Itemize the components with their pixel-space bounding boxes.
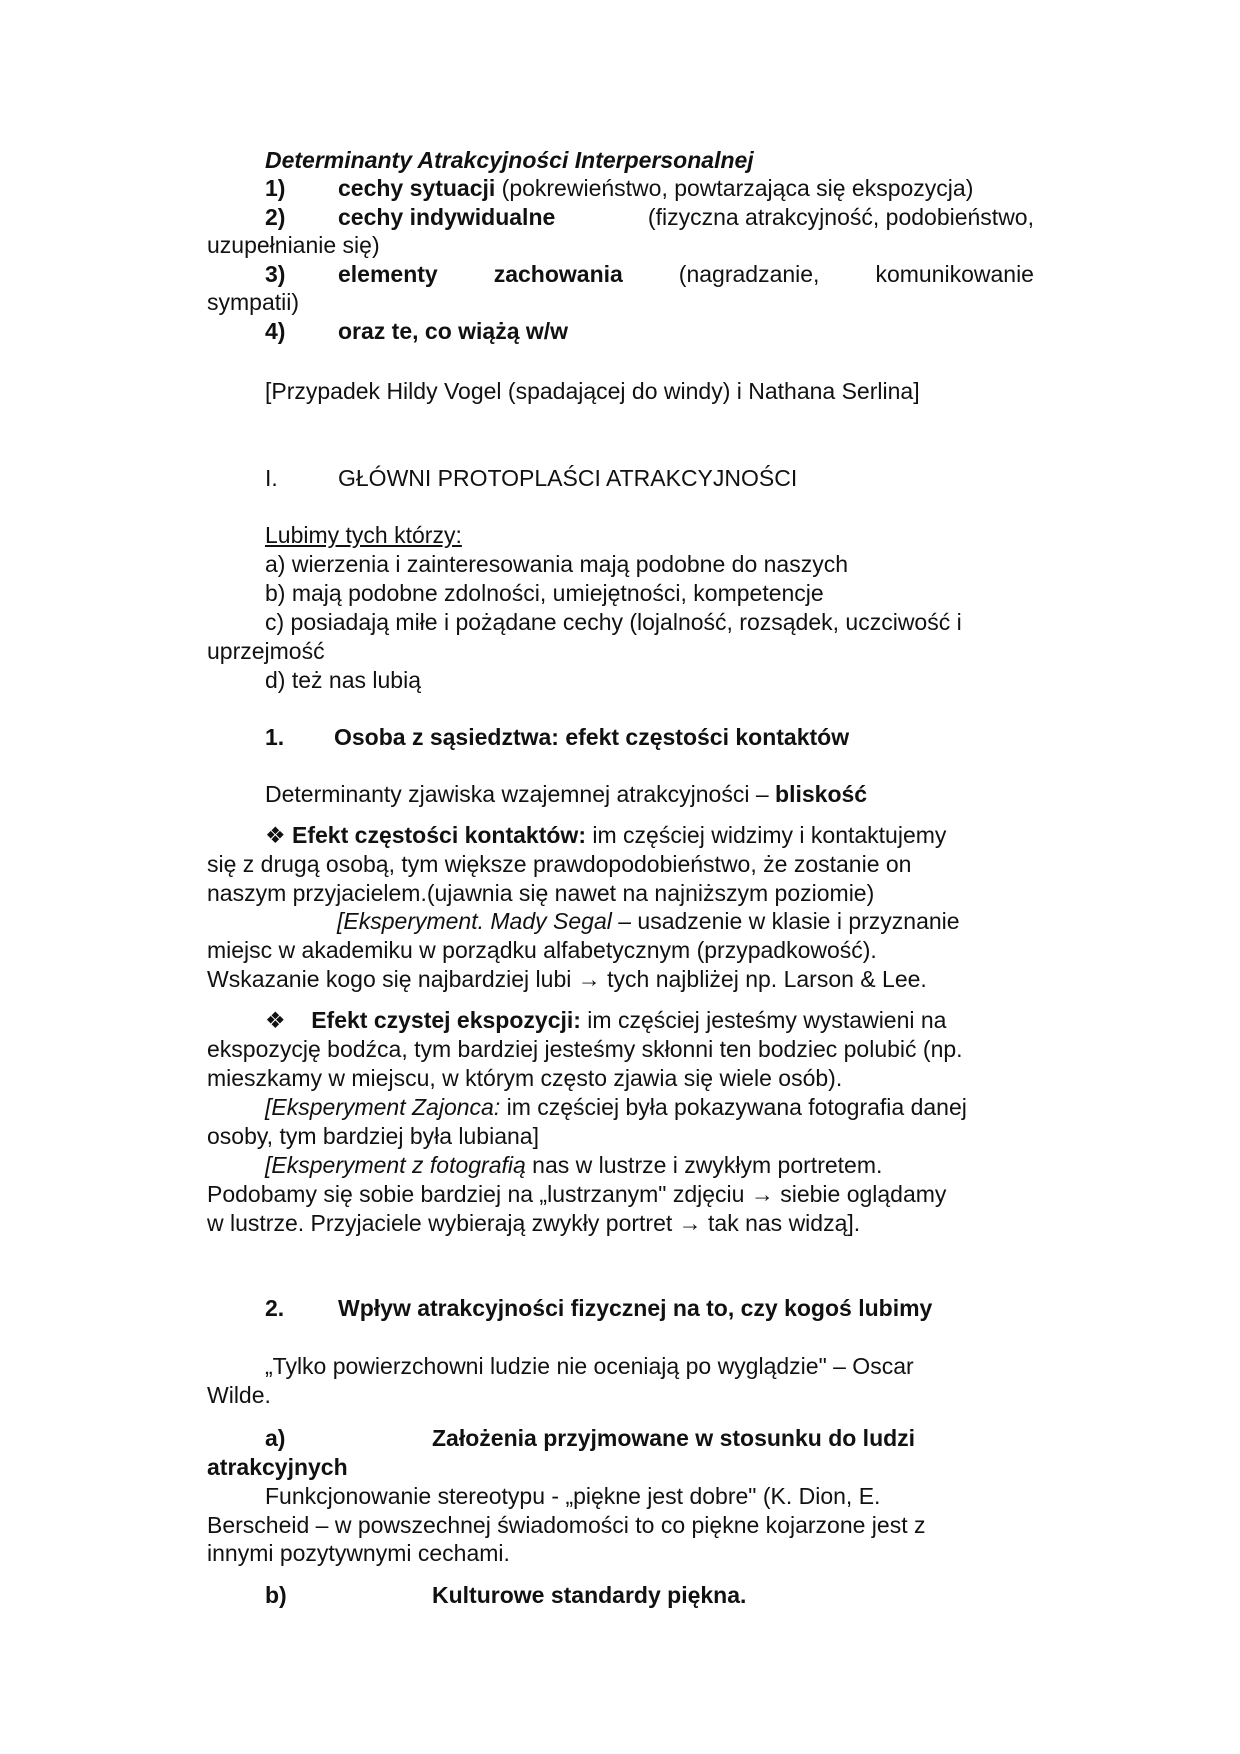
photo-experiment-label: [Eksperyment z fotografią (265, 1152, 526, 1178)
effect-1-first-line (265, 821, 946, 849)
point-a-title: Założenia przyjmowane w stosunku do ludzi (432, 1425, 916, 1451)
effect-2-line8a: w lustrze. Przyjaciele wybierają zwykły portret (207, 1210, 679, 1236)
zajonc-experiment-text: im częściej była pokazywana fotografia danej (500, 1094, 967, 1120)
effect-2-line3: mieszkamy w miejscu, w którym często zjawia się wiele osób). (207, 1065, 843, 1091)
effect-1-line2-wrap (207, 850, 1034, 878)
quote-line1: „Tylko powierzchowni ludzie nie oceniają po wyglądzie" – Oscar (265, 1353, 914, 1379)
section-1-number: I. (265, 465, 278, 491)
arrow-right-icon: → (750, 1181, 774, 1207)
arrow-right-icon: → (577, 966, 601, 992)
effect-2-line5: osoby, tym bardziej była lubiana] (207, 1123, 539, 1149)
effect-2-line7b: siebie oglądamy (773, 1181, 947, 1207)
section-1-title: GŁÓWNI PROTOPLAŚCI ATRAKCYJNOŚCI (338, 465, 798, 491)
stereotype-line2: Berscheid – w powszechnej świadomości to co piękne kojarzone jest z (207, 1512, 926, 1538)
like-item-d: d) też nas lubią (265, 667, 421, 693)
effect-1-line6 (207, 965, 927, 993)
intro-item-3-t1: (nagradzanie, (678, 261, 820, 287)
effect-1-experiment (337, 907, 960, 935)
case-note: [Przypadek Hildy Vogel (spadającej do windy) i Nathana Serlina] (265, 378, 920, 404)
effect-2-label: Efekt czystej ekspozycji: (311, 1007, 581, 1033)
point-b-letter: b) (265, 1582, 287, 1608)
point-a-title-cont: atrakcyjnych (207, 1454, 348, 1480)
quote-line2: Wilde. (207, 1382, 271, 1408)
intro-num-4: 4) (265, 318, 286, 344)
effect-2-line8 (207, 1209, 860, 1237)
stereotype-line1: Funkcjonowanie stereotypu - „piękne jest dobre" (K. Dion, E. (265, 1483, 881, 1509)
intro-item-2 (338, 203, 1034, 231)
effect-2-line7a: Podobamy się sobie bardziej na „lustrzanym" zdjęciu (207, 1181, 751, 1207)
intro-item-1 (338, 174, 973, 202)
intro-item-3-cont: sympatii) (207, 289, 300, 315)
effect-2-line1: im częściej jesteśmy wystawieni na (580, 1007, 947, 1033)
stereotype-line3: innymi pozytywnymi cechami. (207, 1540, 510, 1566)
document-title: Determinanty Atrakcyjności Interpersonalnej (265, 147, 754, 173)
like-header: Lubimy tych którzy: (265, 522, 462, 548)
proximity-text: Determinanty zjawiska wzajemnej atrakcyjności – (265, 781, 776, 807)
photo-experiment-text: nas w lustrze i zwykłym portretem. (525, 1152, 883, 1178)
intro-item-2-cont: uzupełnianie się) (207, 232, 380, 258)
segal-experiment-label: [Eksperyment. Mady Segal (337, 908, 612, 934)
subsection-1-number: 1. (265, 724, 285, 750)
diamond-bullet-icon: ❖ (265, 1007, 286, 1033)
subsection-2-title: Wpływ atrakcyjności fizycznej na to, czy kogoś lubimy (338, 1295, 933, 1321)
zajonc-experiment-label: [Eksperyment Zajonca: (265, 1094, 501, 1120)
effect-1-line2: się z drugą osobą, tym większe prawdopodobieństwo, że zostanie on (207, 851, 912, 877)
proximity-bold: bliskość (775, 781, 868, 807)
intro-item-3-bold2: zachowania (493, 261, 623, 287)
intro-num-2: 2) (265, 204, 286, 230)
effect-2-first-line (265, 1006, 946, 1034)
intro-num-3: 3) (265, 261, 286, 287)
point-a-letter: a) (265, 1425, 286, 1451)
like-item-a: a) wierzenia i zainteresowania mają podobne do naszych (265, 551, 849, 577)
intro-num-1: 1) (265, 175, 286, 201)
effect-2-zajonc (265, 1093, 967, 1121)
like-item-c-cont: uprzejmość (207, 638, 325, 664)
like-item-b: b) mają podobne zdolności, umiejętności, kompetencje (265, 580, 824, 606)
intro-item-1-text: (pokrewieństwo, powtarzająca się ekspozycja) (495, 175, 974, 201)
effect-1-line3: naszym przyjacielem.(ujawnia się nawet na najniższym poziomie) (207, 880, 875, 906)
effect-1-line1: im częściej widzimy i kontaktujemy (585, 822, 947, 848)
like-item-c (265, 608, 1034, 636)
intro-item-3-t2: komunikowanie (875, 261, 1034, 287)
arrow-right-icon: → (678, 1210, 702, 1236)
intro-item-1-bold: cechy sytuacji (338, 175, 496, 201)
subsection-2-number: 2. (265, 1295, 285, 1321)
effect-2-line7 (207, 1180, 946, 1208)
diamond-bullet-icon: ❖ (265, 822, 286, 848)
effect-1-line6b: tych najbliżej np. Larson & Lee. (600, 966, 927, 992)
intro-item-3-bold1: elementy (338, 261, 438, 287)
intro-item-2-text: (fizyczna atrakcyjność, podobieństwo, (647, 204, 1034, 230)
effect-1-label: Efekt częstości kontaktów: (292, 822, 586, 848)
intro-item-2-bold: cechy indywidualne (338, 204, 556, 230)
segal-experiment-text: – usadzenie w klasie i przyznanie (611, 908, 960, 934)
subsection-1-title: Osoba z sąsiedztwa: efekt częstości kontaktów (334, 724, 850, 750)
effect-2-line2: ekspozycję bodźca, tym bardziej jesteśmy skłonni ten bodziec polubić (np. (207, 1036, 963, 1062)
intro-item-4: oraz te, co wiążą w/w (338, 318, 569, 344)
effect-1-line6a: Wskazanie kogo się najbardziej lubi (207, 966, 578, 992)
point-b-title: Kulturowe standardy piękna. (432, 1582, 747, 1608)
effect-2-photo (265, 1151, 882, 1179)
effect-2-line8b: tak nas widzą]. (701, 1210, 861, 1236)
effect-1-line5: miejsc w akademiku w porządku alfabetycznym (przypadkowość). (207, 937, 877, 963)
like-item-c-text: c) posiadają miłe i pożądane cechy (lojalność, rozsądek, uczciwość i (265, 609, 962, 635)
intro-item-3 (338, 260, 1034, 288)
proximity-line (265, 780, 867, 808)
